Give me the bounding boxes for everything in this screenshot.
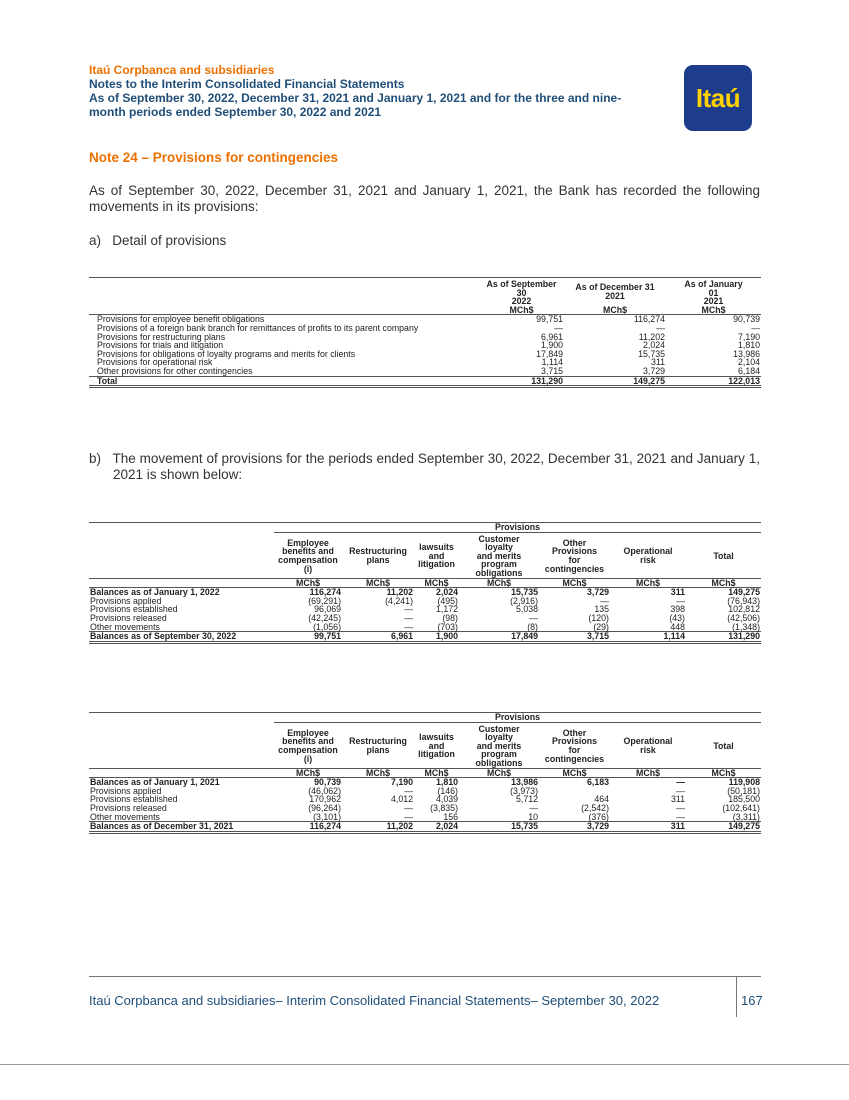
row-value: 90,739 (314, 777, 341, 788)
total-value: 17,849 (459, 632, 539, 643)
provisions-group-label: Provisions (274, 713, 761, 723)
row-value: (3,973) (510, 785, 538, 796)
row-value: — (676, 802, 685, 813)
table-row (89, 778, 761, 787)
row-value: (2,542) (581, 802, 609, 813)
row-value: 5,038 (515, 604, 538, 615)
table-row (89, 614, 761, 623)
row-value: 6,184 (737, 365, 760, 376)
row-value: 2,104 (737, 357, 760, 368)
row-value: (102,641) (722, 802, 760, 813)
row-label: Other provisions for other contingencies (97, 365, 253, 376)
total-value: 6,961 (342, 632, 414, 643)
row-value: 3,729 (642, 365, 665, 376)
row-value: 4,039 (435, 794, 458, 805)
row-value: (1,056) (313, 621, 341, 632)
row-value: 99,751 (536, 314, 563, 325)
table-row (89, 367, 761, 376)
row-value: 17,849 (536, 348, 563, 359)
row-value: 185,500 (728, 794, 760, 805)
row-label: Provisions for restructuring plans (97, 331, 226, 342)
provisions-group-row (89, 523, 761, 533)
row-value: (8) (527, 621, 538, 632)
row-value: — (404, 612, 413, 623)
row-value: 2,024 (435, 587, 458, 598)
row-value: 116,274 (633, 314, 665, 325)
row-label: Other movements (90, 811, 160, 822)
column-header: Total (713, 550, 734, 561)
row-value: 4,012 (390, 794, 413, 805)
col-sep-2022: As of September 30 2022 (479, 278, 564, 306)
row-value: — (676, 595, 685, 606)
unit-row: MCh$ MCh$ MCh$ MCh$ MCh$ MCh$ MCh$ (89, 578, 761, 588)
provisions-group-label: Provisions (274, 523, 761, 533)
column-header: lawsuits and litigation (418, 732, 455, 760)
row-value: 3,729 (586, 587, 609, 598)
note-title: Note 24 – Provisions for contingencies (89, 150, 339, 165)
row-value: 1,810 (435, 777, 458, 788)
movement-table-2022 (89, 522, 761, 644)
row-value: — (676, 785, 685, 796)
row-value: 448 (670, 621, 685, 632)
row-value: 3,715 (540, 365, 563, 376)
total-label: Balances as of September 30, 2022 (89, 632, 274, 643)
row-value: 11,202 (638, 331, 665, 342)
row-value: — (404, 604, 413, 615)
row-label: Provisions for operational risk (97, 357, 213, 368)
header-period-1: As of September 30, 2022, December 31, 2021 and January 1, 2021 and for the three and nine- (89, 91, 622, 105)
row-label: Provisions of a foreign bank branch for remittances of profits to its parent company (97, 322, 419, 333)
total-value: 116,274 (274, 822, 342, 833)
total-value: 311 (610, 822, 686, 833)
row-value: — (656, 322, 665, 333)
row-label: Balances as of January 1, 2022 (90, 587, 220, 598)
row-label: Provisions established (90, 794, 178, 805)
movement-table-2021 (89, 712, 761, 834)
row-value: 90,739 (733, 314, 760, 325)
col-dec-2021: As of December 31 2021 (564, 278, 666, 306)
document-header (89, 63, 649, 119)
row-value: 7,190 (737, 331, 760, 342)
row-label: Provisions for trials and litigation (97, 340, 224, 351)
row-value: 311 (670, 587, 685, 598)
row-value: (43) (669, 612, 685, 623)
table-row (89, 795, 761, 804)
row-label: Other movements (90, 621, 160, 632)
row-value: 170,962 (309, 794, 341, 805)
column-header: Operational risk (623, 546, 673, 566)
row-value: (76,943) (727, 595, 760, 606)
row-value: 13,986 (511, 777, 538, 788)
column-header-row (89, 722, 761, 768)
row-value: 15,735 (511, 587, 538, 598)
column-header: Other Provisions for contingencies (544, 727, 605, 764)
row-label: Provisions for obligations of loyalty programs and merits for clients (97, 348, 356, 359)
footer-divider (89, 976, 761, 977)
row-value: — (404, 811, 413, 822)
total-value: 2,024 (414, 822, 459, 833)
total-value: 131,290 (479, 376, 564, 387)
row-value: (1,348) (732, 621, 760, 632)
row-value: 96,069 (314, 604, 341, 615)
row-value: 5,712 (515, 794, 538, 805)
table-row (89, 605, 761, 614)
column-header: lawsuits and litigation (418, 542, 455, 570)
row-value: (69,291) (308, 595, 341, 606)
page-bottom-rule (0, 1064, 849, 1065)
column-header: Operational risk (623, 736, 673, 756)
row-label: Provisions applied (90, 595, 162, 606)
total-value: 131,290 (686, 632, 761, 643)
unit-row: MCh$ MCh$ MCh$ (89, 306, 761, 315)
row-value: 15,735 (638, 348, 665, 359)
row-value: 102,812 (728, 604, 760, 615)
column-header: Employee benefits and compensation (i) (278, 727, 338, 764)
total-value: 149,275 (686, 822, 761, 833)
footer-text: Itaú Corpbanca and subsidiaries– Interim Consolidated Financial Statements– September 30, 2022 (89, 993, 660, 1008)
unit-row: MCh$ MCh$ MCh$ MCh$ MCh$ MCh$ MCh$ (89, 768, 761, 778)
row-value: (4,241) (385, 595, 413, 606)
row-value: (96,264) (308, 802, 341, 813)
row-value: 6,183 (586, 777, 609, 788)
intro-paragraph: As of September 30, 2022, December 31, 2021 and January 1, 2021, the Bank has recorded the following movements in its provisions: (89, 183, 760, 214)
col-jan-2021: As of January 01 2021 (666, 278, 761, 306)
total-value: 3,729 (539, 822, 610, 833)
row-value: — (751, 322, 760, 333)
column-header: Restructuring plans (349, 736, 407, 756)
row-value: — (600, 595, 609, 606)
total-value: 99,751 (274, 632, 342, 643)
row-value: 119,908 (728, 777, 760, 788)
row-value: (495) (437, 595, 458, 606)
row-value: 311 (670, 794, 685, 805)
page-number: 167 (741, 993, 763, 1008)
row-value: — (676, 811, 685, 822)
footer-vertical-divider (736, 976, 737, 1017)
total-value: 11,202 (342, 822, 414, 833)
row-value: 1,172 (435, 604, 458, 615)
row-value: (50,181) (727, 785, 760, 796)
row-value: (703) (437, 621, 458, 632)
total-value: 122,013 (666, 376, 761, 387)
row-value: (3,101) (313, 811, 341, 822)
table-row (89, 597, 761, 606)
provisions-group-row (89, 713, 761, 723)
row-label: Provisions for employee benefit obligations (97, 314, 265, 325)
row-value: (2,916) (510, 595, 538, 606)
row-value: 135 (594, 604, 609, 615)
row-value: (120) (588, 612, 609, 623)
column-header: Customer loyalty and merits program obligations (475, 533, 523, 578)
total-label: Balances as of December 31, 2021 (89, 822, 274, 833)
row-value: — (529, 802, 538, 813)
row-value: 464 (594, 794, 609, 805)
total-value: 3,715 (539, 632, 610, 643)
column-header: Restructuring plans (349, 546, 407, 566)
total-row (89, 822, 761, 833)
itau-logo (684, 65, 752, 131)
row-value: 1,810 (737, 340, 760, 351)
row-value: 10 (528, 811, 538, 822)
row-value: (29) (593, 621, 609, 632)
row-label: Balances as of January 1, 2021 (90, 777, 220, 788)
row-value: 2,024 (642, 340, 665, 351)
row-value: (98) (442, 612, 458, 623)
header-title: Notes to the Interim Consolidated Financial Statements (89, 77, 405, 91)
row-value: — (404, 621, 413, 632)
logo-text: Itaú (695, 83, 741, 113)
column-header: Total (713, 740, 734, 751)
row-label: Provisions applied (90, 785, 162, 796)
column-header: Customer loyalty and merits program obligations (475, 723, 523, 768)
total-row (89, 632, 761, 643)
total-value: 1,114 (610, 632, 686, 643)
header-period-2: month periods ended September 30, 2022 and 2021 (89, 105, 382, 119)
row-value: 398 (670, 604, 685, 615)
row-value: — (404, 802, 413, 813)
header-company: Itaú Corpbanca and subsidiaries (89, 63, 275, 77)
total-row (89, 376, 761, 387)
table-header-row (89, 278, 761, 306)
column-header: Employee benefits and compensation (i) (278, 537, 338, 574)
row-value: (42,245) (308, 612, 341, 623)
section-b-heading: b) The movement of provisions for the periods ended September 30, 2022, December 31, 2021 and January 1, 2021 is shown below: (89, 451, 760, 482)
row-value: 6,961 (540, 331, 563, 342)
column-header: Other Provisions for contingencies (544, 537, 605, 574)
table-row (89, 787, 761, 796)
row-label: Provisions established (90, 604, 178, 615)
row-value: 311 (650, 357, 665, 368)
row-value: (376) (588, 811, 609, 822)
row-value: 7,190 (390, 777, 413, 788)
row-value: 1,114 (541, 357, 563, 368)
row-value: (42,506) (727, 612, 760, 623)
row-label: Provisions released (90, 802, 167, 813)
row-value: (3,835) (430, 802, 458, 813)
row-value: 13,986 (733, 348, 760, 359)
row-value: (46,062) (308, 785, 341, 796)
row-value: (3,311) (732, 811, 760, 822)
column-header-row (89, 532, 761, 578)
row-value: 1,900 (540, 340, 563, 351)
row-value: (146) (437, 785, 458, 796)
row-value: — (676, 777, 685, 788)
provisions-detail-table (89, 277, 761, 388)
table-row (89, 804, 761, 813)
section-a-heading: a) Detail of provisions (89, 233, 227, 248)
total-value: 1,900 (414, 632, 459, 643)
row-value: — (554, 322, 563, 333)
row-value: — (404, 785, 413, 796)
row-value: 156 (443, 811, 458, 822)
total-value: 15,735 (459, 822, 539, 833)
row-label: Provisions released (90, 612, 167, 623)
row-value: 116,274 (309, 587, 341, 598)
total-label: Total (89, 376, 479, 387)
row-value: — (529, 612, 538, 623)
row-value: 11,202 (386, 587, 413, 598)
table-row (89, 588, 761, 597)
row-value: 149,275 (728, 587, 760, 598)
total-value: 149,275 (564, 376, 666, 387)
